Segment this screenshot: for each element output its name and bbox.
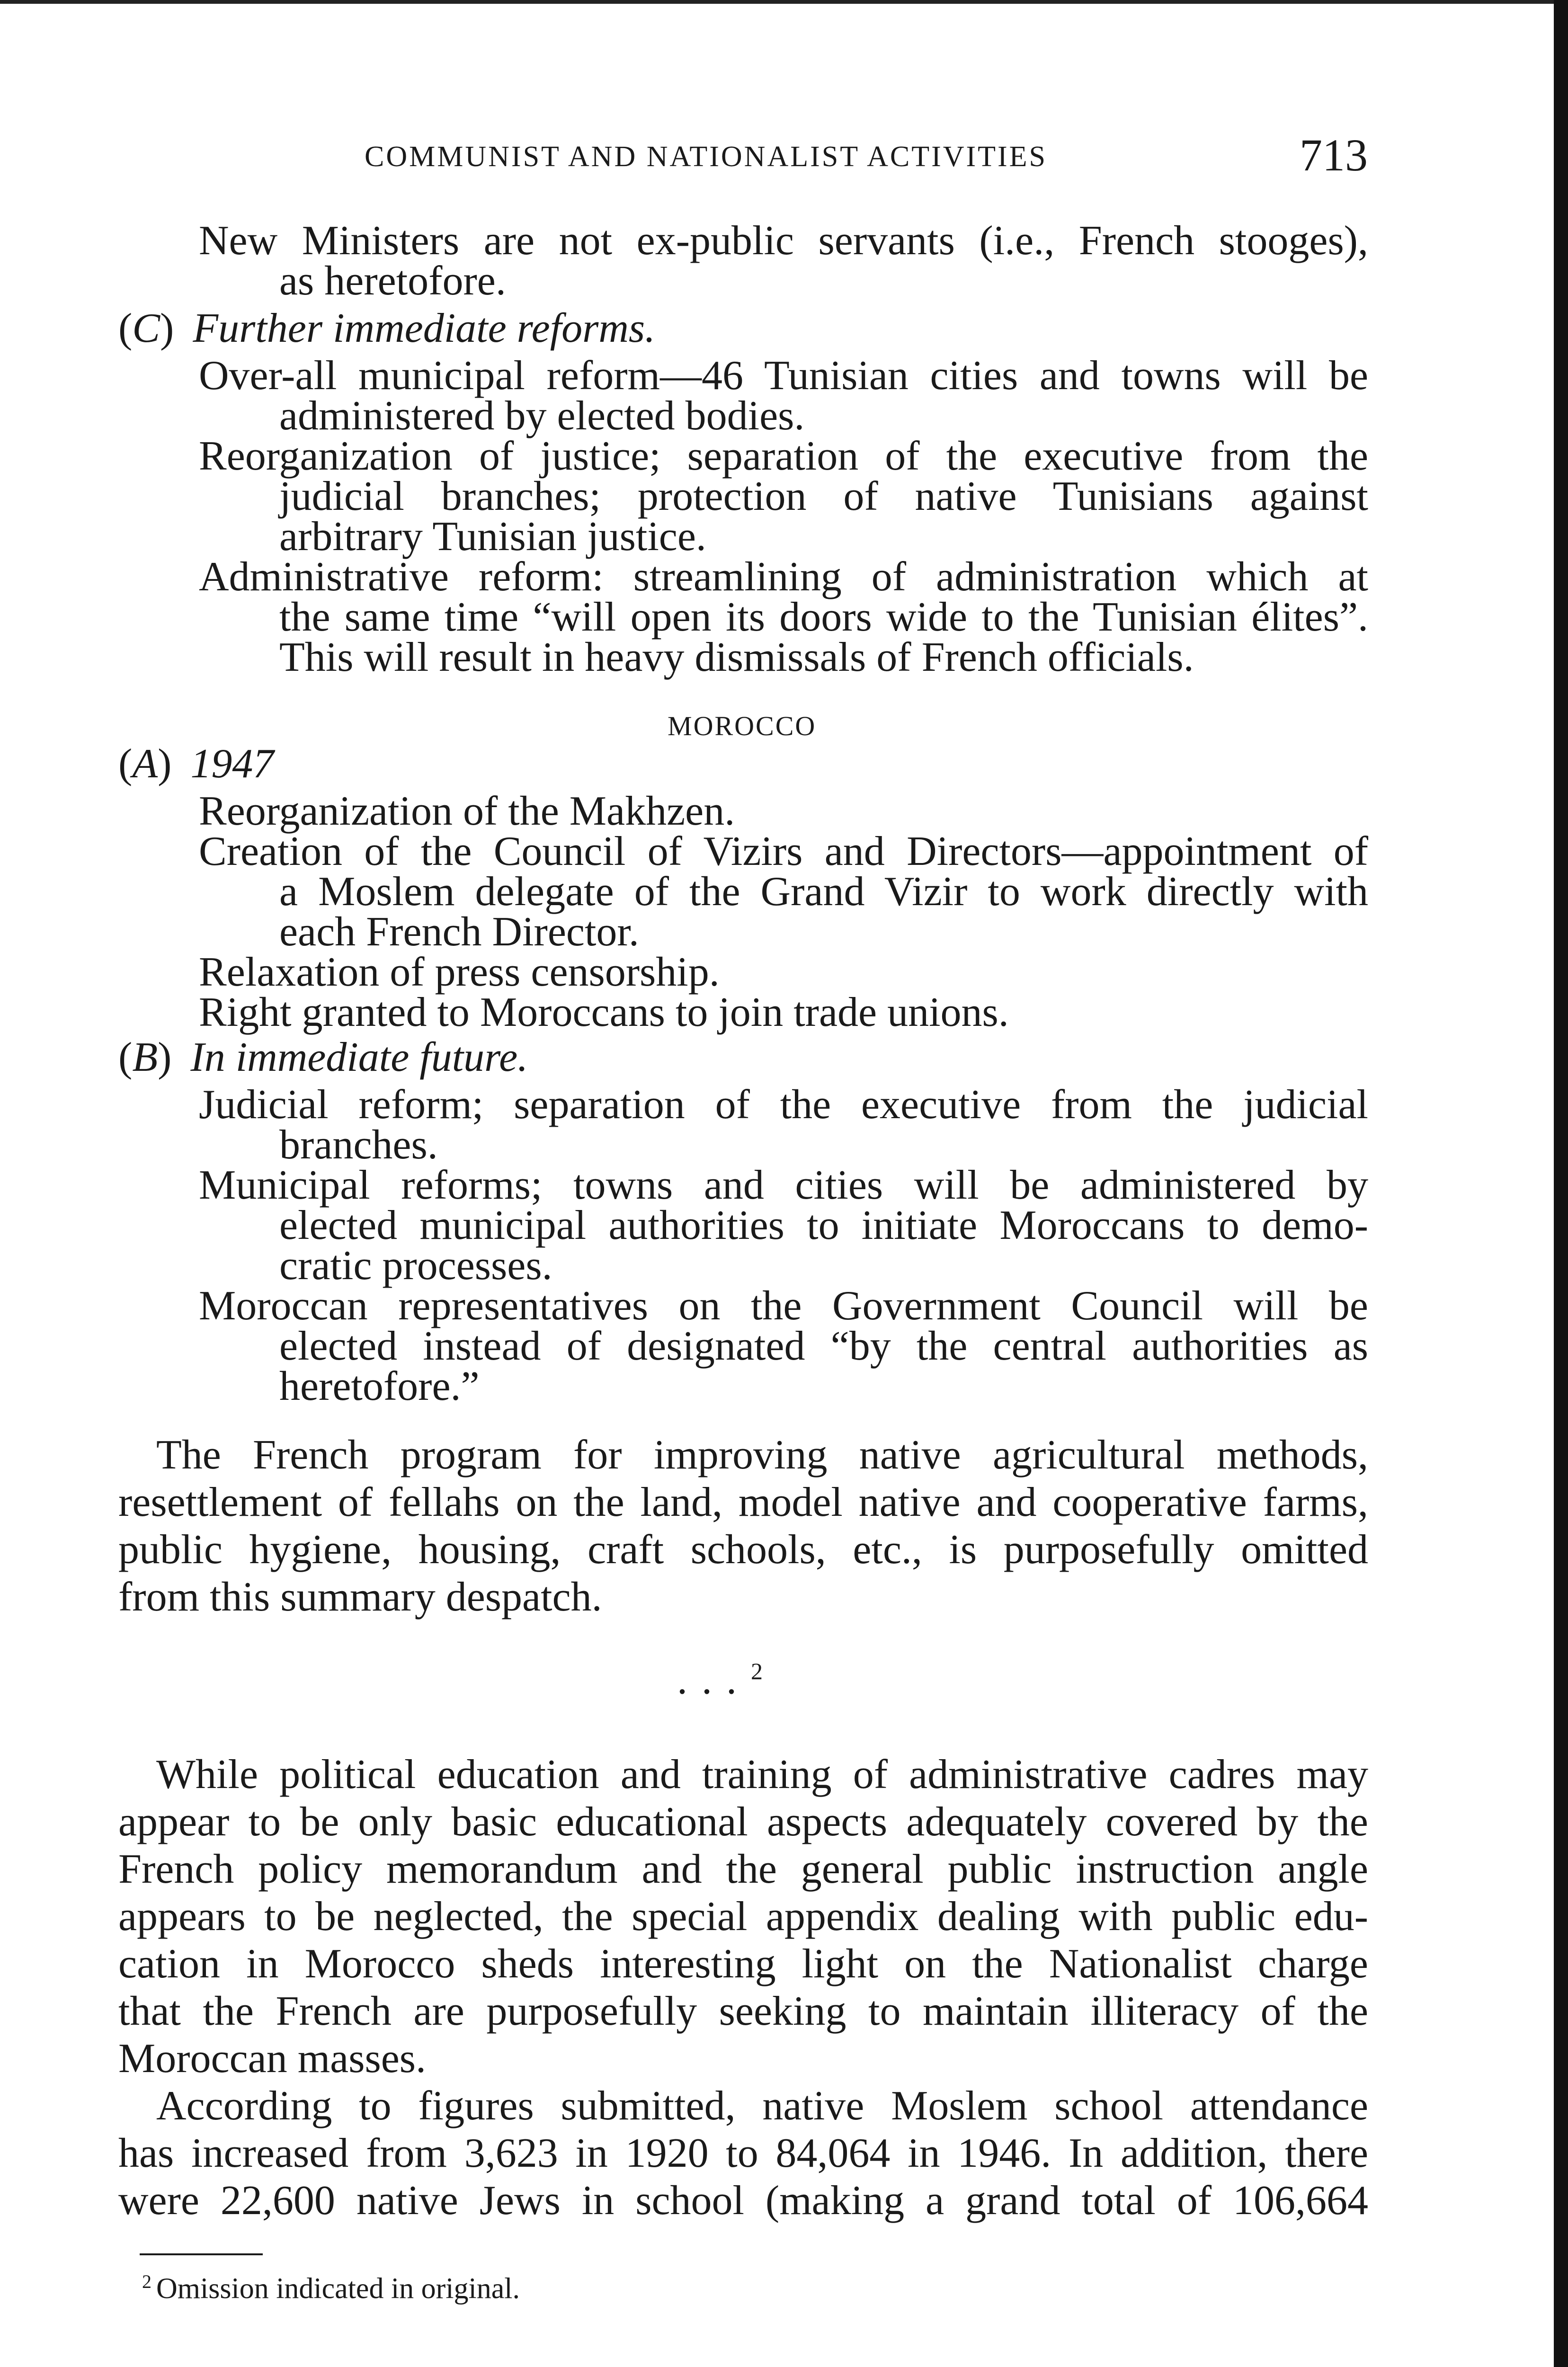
political-education-line-2: appear to be only basic educational aspects adequately covered by the [118, 1799, 1368, 1845]
morocco-b-item-3-first: Moroccan representatives on the Government Council will be [199, 1283, 1368, 1329]
section-b-letter: B [132, 1034, 158, 1080]
omission-marker [677, 1659, 763, 1701]
section-c-heading: (C) Further immediate reforms. [118, 305, 656, 351]
political-education-line-6: that the French are purposefully seeking to maintain illiteracy of the [118, 1988, 1368, 2034]
tunisia-item-2-cont-2: arbitrary Tunisian justice. [279, 514, 706, 560]
morocco-a-item-1: Reorganization of the Makhzen. [199, 788, 735, 834]
morocco-b-item-3-cont-1: elected instead of designated “by the central authorities as [279, 1323, 1368, 1369]
tunisia-line-2: as heretofore. [279, 258, 506, 304]
morocco-b-item-2-cont-2: cratic processes. [279, 1243, 552, 1289]
section-c-letter: C [132, 305, 160, 351]
morocco-a-item-3: Relaxation of press censorship. [199, 949, 720, 995]
section-b-title: In immediate future. [190, 1034, 528, 1080]
scan-right-edge [1554, 0, 1568, 2367]
morocco-b-item-2-first: Municipal reforms; towns and cities will be administered by [199, 1162, 1368, 1208]
footnote [142, 2272, 520, 2304]
political-education-line-5: cation in Morocco sheds interesting light on the Nationalist charge [118, 1941, 1368, 1987]
tunisia-item-2-cont-1: judicial branches; protection of native Tunisians against [279, 473, 1368, 519]
tunisia-item-1-cont: administered by elected bodies. [279, 393, 805, 439]
footnote-reference: 2 [751, 1658, 763, 1684]
omission-dots: ... [677, 1657, 751, 1703]
french-program-line-4: from this summary despatch. [118, 1574, 602, 1620]
morocco-b-item-2-cont-1: elected municipal authorities to initiate Moroccans to demo- [279, 1202, 1368, 1248]
figures-line-3: were 22,600 native Jews in school (making a grand total of 106,664 [118, 2178, 1368, 2224]
morocco-b-item-1-cont: branches. [279, 1122, 438, 1168]
french-program-line-3: public hygiene, housing, craft schools, etc., is purposefully omitted [118, 1527, 1368, 1573]
running-head: COMMUNIST AND NATIONALIST ACTIVITIES [365, 141, 1048, 173]
tunisia-item-3-cont-1: the same time “will open its doors wide to the Tunisian élites”. [279, 594, 1368, 640]
political-education-line-4: appears to be neglected, the special appendix dealing with public edu- [118, 1894, 1368, 1940]
section-a-heading: (A) 1947 [118, 741, 274, 787]
morocco-b-item-1-first: Judicial reform; separation of the executive from the judicial [199, 1082, 1368, 1128]
morocco-a-item-2-cont-2: each French Director. [279, 909, 639, 955]
scan-top-edge [0, 0, 1568, 4]
section-a-title: 1947 [190, 741, 274, 787]
footnote-rule [140, 2253, 263, 2255]
tunisia-item-2-first: Reorganization of justice; separation of the executive from the [199, 433, 1368, 479]
political-education-line-7: Moroccan masses. [118, 2036, 427, 2082]
morocco-subheading: MOROCCO [668, 711, 817, 741]
section-a-letter: A [132, 741, 158, 787]
page-number: 713 [1300, 130, 1368, 180]
figures-line-2: has increased from 3,623 in 1920 to 84,064 in 1946. In addition, there [118, 2130, 1368, 2176]
tunisia-item-3-first: Administrative reform: streamlining of administration which at [199, 554, 1368, 600]
section-c-title: Further immediate reforms. [193, 305, 656, 351]
political-education-line-3: French policy memorandum and the general public instruction angle [118, 1846, 1368, 1892]
morocco-a-item-4: Right granted to Moroccans to join trade unions. [199, 989, 1009, 1035]
figures-line-1: According to figures submitted, native Moslem school attendance [156, 2083, 1368, 2129]
political-education-line-1: While political education and training of administrative cadres may [156, 1752, 1368, 1797]
footnote-text: Omission indicated in original. [156, 2272, 520, 2305]
french-program-line-1: The French program for improving native agricultural methods, [156, 1432, 1368, 1478]
french-program-line-2: resettlement of fellahs on the land, model native and cooperative farms, [118, 1479, 1368, 1525]
tunisia-item-1-first: Over-all municipal reform—46 Tunisian cities and towns will be [199, 353, 1368, 399]
tunisia-line-1: New Ministers are not ex-public servants (i.e., French stooges), [199, 218, 1368, 264]
tunisia-item-3-cont-2: This will result in heavy dismissals of French officials. [279, 634, 1194, 680]
section-b-heading: (B) In immediate future. [118, 1034, 528, 1080]
morocco-a-item-2-first: Creation of the Council of Vizirs and Directors—appointment of [199, 828, 1368, 874]
morocco-b-item-3-cont-2: heretofore.” [279, 1363, 480, 1409]
footnote-mark: 2 [142, 2271, 151, 2292]
morocco-a-item-2-cont-1: a Moslem delegate of the Grand Vizir to work directly with [279, 869, 1368, 915]
